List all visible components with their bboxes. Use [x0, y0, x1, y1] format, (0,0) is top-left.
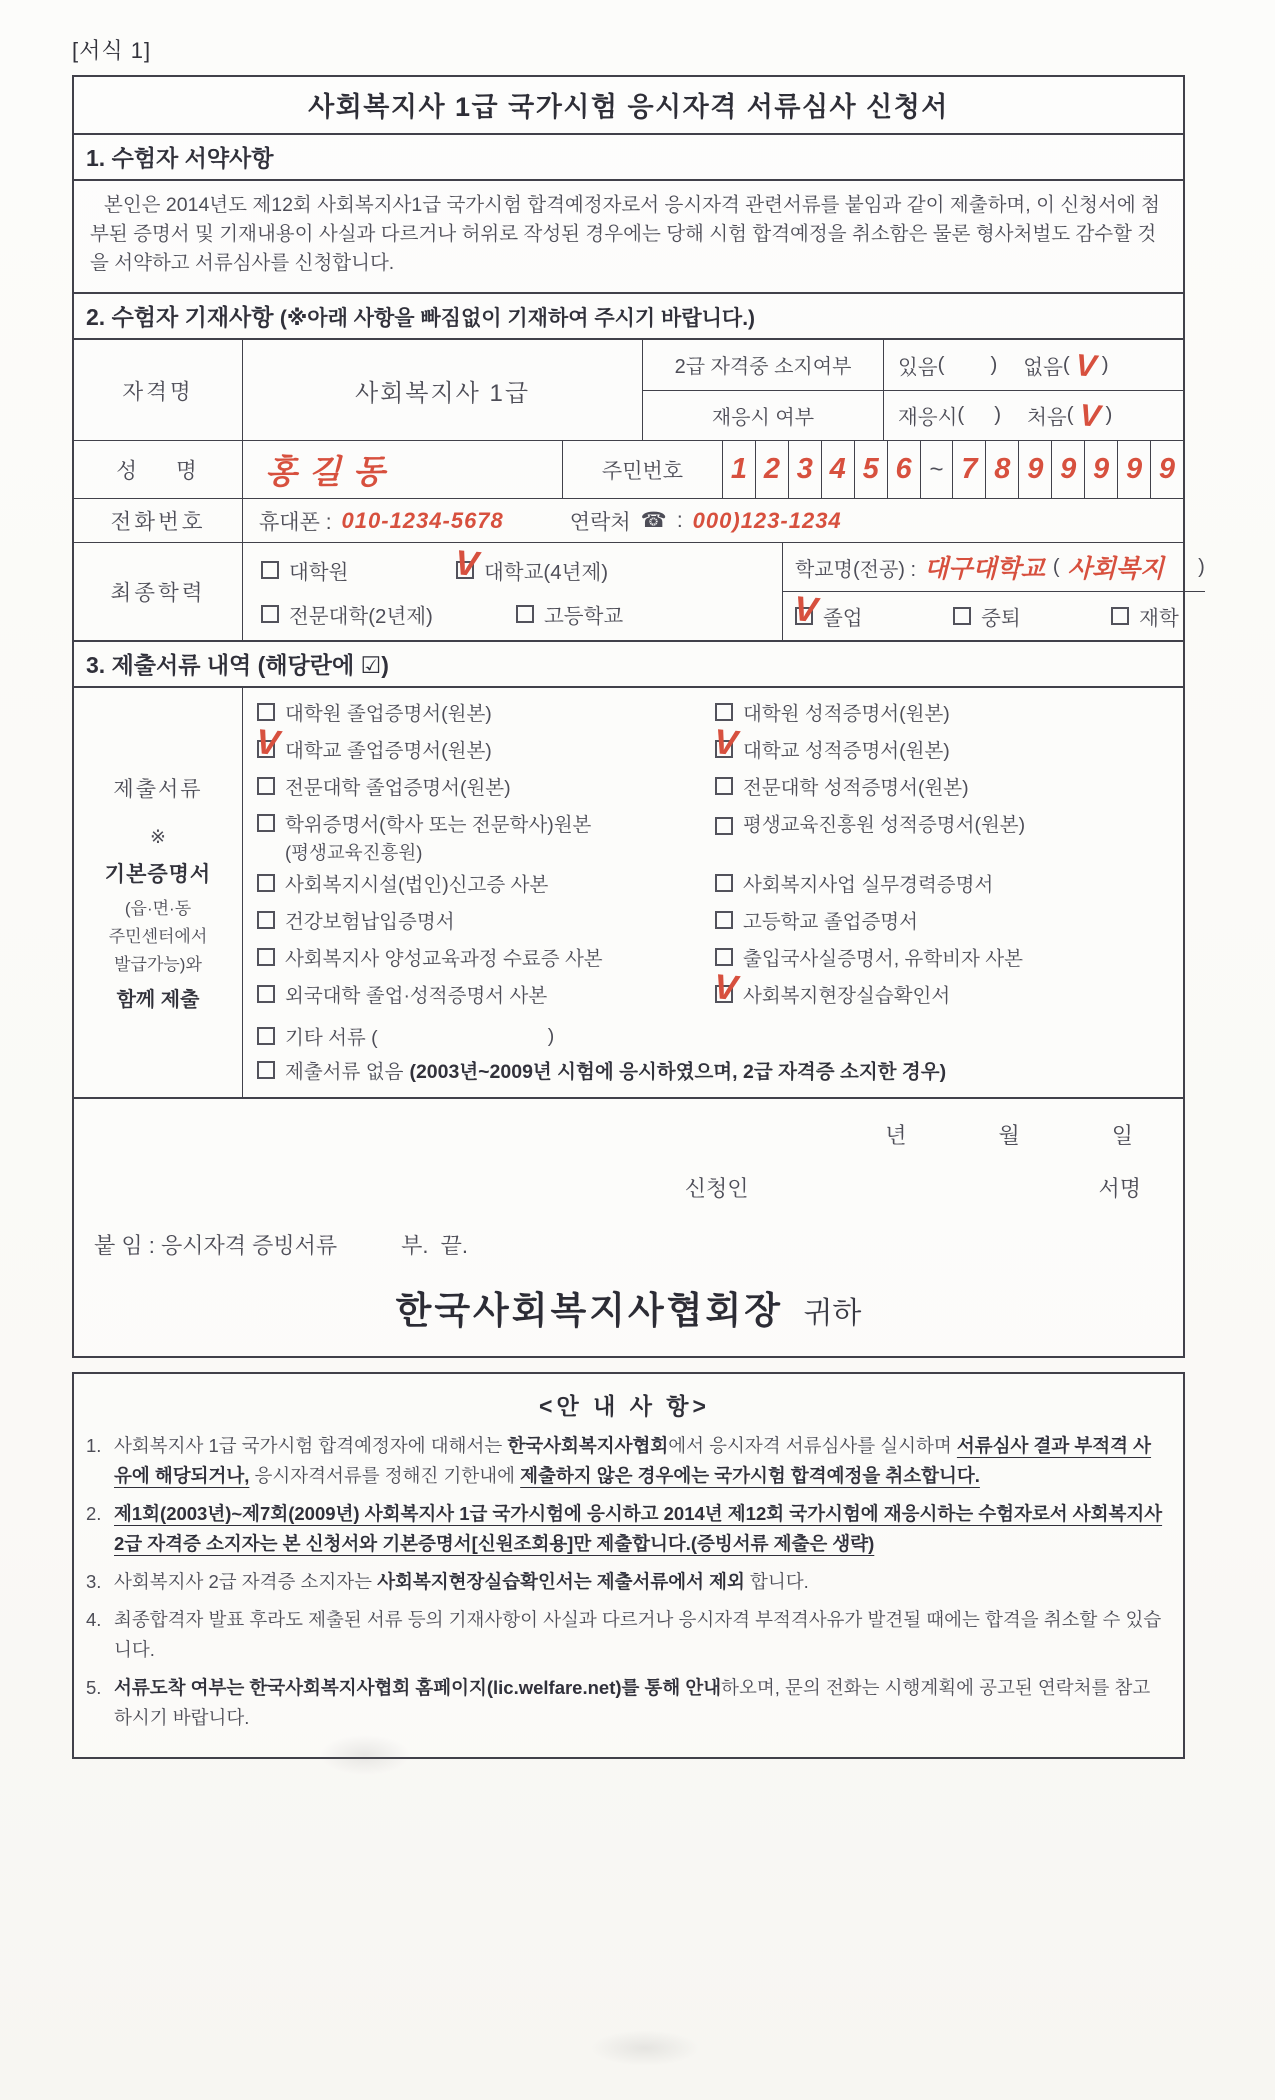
- contact-colon: :: [676, 508, 683, 532]
- rrn-digit-cell[interactable]: [755, 441, 788, 498]
- recipient-name: 한국사회복지사협회장: [395, 1291, 783, 1332]
- rrn-digit-cell[interactable]: [887, 441, 920, 498]
- name-row: [74, 440, 1183, 498]
- checklist-row: [257, 908, 1173, 945]
- doc-item-label: 대학교 성적증명서(원본): [743, 740, 950, 762]
- paren-close: ): [1198, 555, 1205, 578]
- paren-close: ): [1105, 403, 1113, 427]
- doc-item: [712, 722, 1173, 763]
- guidance-item-number: 3.: [86, 1571, 102, 1592]
- paren-open: (: [1062, 352, 1070, 376]
- option-high-school[interactable]: [516, 599, 623, 629]
- option-have-label: 있음: [898, 355, 938, 379]
- mobile-label: 휴대폰 :: [259, 510, 332, 534]
- guidance-item-text: [114, 1673, 1165, 1733]
- doc-item-label: 평생교육진흥원 성적증명서(원본): [743, 814, 1026, 836]
- applicant-line: [74, 1172, 1183, 1203]
- checkbox[interactable]: [257, 911, 275, 929]
- checklist-row: [257, 871, 1173, 908]
- name-handwritten-value: 홍길동: [265, 453, 397, 490]
- contact-label: 연락처: [569, 510, 631, 534]
- name-label: 성 명: [116, 459, 200, 483]
- text-segment: 최종합격자 발표 후라도 제출된 서류 등의 기재사항이 사실과 다르거나 응시자격 부적격사유가 발견될 때에는 합격을 취소할 수 있습니다.: [114, 1609, 1162, 1660]
- check-mark: V: [712, 967, 740, 1008]
- option-college[interactable]: [261, 599, 516, 629]
- check-mark: V: [1074, 347, 1098, 384]
- guidance-item-text: [114, 1499, 1165, 1559]
- paren-open: (: [957, 403, 965, 427]
- text-segment: 합니다.: [744, 1571, 809, 1592]
- option-none[interactable]: [1023, 347, 1109, 384]
- education-label: 최종학력: [110, 581, 206, 605]
- checkbox[interactable]: [261, 605, 279, 623]
- reference-mark: ※: [150, 827, 166, 848]
- rrn-digit: 1: [730, 453, 748, 485]
- guidance-item-text: [114, 1431, 1165, 1491]
- phone-row: [74, 498, 1183, 542]
- doc-item-subtext: (평생교육진흥원): [285, 842, 423, 863]
- rrn-digit: 5: [862, 453, 879, 485]
- checkbox[interactable]: [516, 605, 534, 623]
- checkbox-checked[interactable]: [254, 722, 282, 763]
- doc-item-label: 대학원 졸업증명서(원본): [285, 703, 492, 725]
- education-options-line2: [261, 599, 782, 629]
- guidance-item: [84, 1567, 1165, 1597]
- retake-subrow: [643, 390, 1183, 441]
- side-label-line: 발급가능)와: [114, 955, 202, 974]
- option-label: 대학원: [289, 560, 349, 584]
- guidance-item: [84, 1605, 1165, 1665]
- doc-item-label: 대학원 성적증명서(원본): [743, 703, 950, 725]
- documents-side-label: [74, 688, 242, 1097]
- phone-field[interactable]: [242, 499, 1183, 542]
- guidance-item: [84, 1499, 1165, 1559]
- paren-open: (: [1052, 555, 1060, 578]
- recipient-honorific: 귀하: [803, 1297, 862, 1330]
- text-segment: 서류도착 여부는 한국사회복지사협회 홈페이지(lic.welfare.net)를 통해 안내: [114, 1677, 722, 1698]
- check-mark: V: [453, 542, 481, 584]
- option-label: 대학교(4년제): [484, 560, 609, 584]
- guidance-item-number: 5.: [86, 1677, 102, 1698]
- checkbox-checked[interactable]: [712, 722, 740, 763]
- checkbox[interactable]: [715, 817, 733, 835]
- doc-item: [715, 700, 1173, 726]
- checkbox-checked[interactable]: [792, 589, 820, 630]
- side-label-line: 함께 제출: [116, 989, 200, 1011]
- contact-handwritten-value: 000)123-1234: [692, 507, 842, 533]
- doc-item-label: 사회복지사업 실무경력증명서: [743, 874, 994, 896]
- doc-item: [257, 811, 715, 865]
- option-first-label: 처음: [1027, 406, 1067, 430]
- doc-item: [254, 722, 715, 763]
- option-label: 고등학교: [544, 604, 624, 628]
- doc-item: [715, 945, 1173, 971]
- checklist-row: [257, 774, 1173, 811]
- text-segment: 사회복지사 2급 자격증 소지자는: [114, 1571, 378, 1592]
- side-label-line: (읍·면·동: [124, 899, 192, 918]
- school-info-stack: [782, 543, 1205, 640]
- form-title: 사회복지사 1급 국가시험 응시자격 서류심사 신청서: [308, 92, 949, 122]
- none-item-note: (2003년~2009년 시험에 응시하였으며, 2급 자격증 소지한 경우): [409, 1061, 947, 1083]
- checklist-row: [254, 722, 1173, 774]
- guidance-heading: <안 내 사 항>: [539, 1393, 710, 1419]
- text-segment: 사회복지사 1급 국가시험 합격예정자에 대해서는: [114, 1435, 508, 1456]
- option-retake[interactable]: [898, 400, 1001, 430]
- school-handwritten-value: 대구대학교: [924, 555, 1045, 583]
- doc-item: [715, 908, 1173, 934]
- paren-close: ): [990, 352, 998, 376]
- attachment-tail: 부. 끝.: [401, 1233, 469, 1258]
- doc-item-label: 고등학교 졸업증명서: [743, 911, 918, 933]
- none-item-label: 제출서류 없음: [285, 1061, 404, 1083]
- rrn-digit-cell[interactable]: [1051, 441, 1084, 498]
- checkbox[interactable]: [257, 1027, 275, 1045]
- text-segment: 응시자격서류를 정해진 기한내에: [249, 1465, 521, 1486]
- rrn-digit-cell[interactable]: [722, 441, 755, 498]
- rrn-digit: 9: [1060, 453, 1077, 485]
- checkbox[interactable]: [257, 874, 275, 892]
- qualification-label: 자격명: [122, 379, 194, 404]
- doc-item-label: 전문대학 성적증명서(원본): [743, 777, 969, 799]
- checkbox[interactable]: [261, 561, 279, 579]
- possession-retake-stack: [642, 340, 1183, 440]
- checkbox[interactable]: [715, 777, 733, 795]
- possession-subrow: [643, 340, 1183, 390]
- rrn-digit: 9: [1093, 453, 1110, 485]
- month-label: 월: [998, 1123, 1020, 1148]
- rrn-digit: 4: [829, 453, 846, 485]
- doc-item-label: 사회복지사 양성교육과정 수료증 사본: [285, 948, 603, 970]
- paren-close: ): [1101, 352, 1109, 376]
- tilde-separator: ~: [929, 455, 944, 483]
- option-enrolled[interactable]: [1111, 601, 1179, 631]
- scan-smudge: [320, 1735, 410, 1775]
- rrn-digit: 7: [961, 453, 978, 485]
- doc-item: [715, 811, 1173, 837]
- paren-open: (: [1066, 403, 1074, 427]
- date-line: [74, 1119, 1183, 1150]
- section2-heading: [74, 292, 1183, 338]
- checkbox[interactable]: [1111, 607, 1129, 625]
- signature-label[interactable]: 서명: [1098, 1176, 1141, 1201]
- checkbox-checked[interactable]: [453, 542, 481, 584]
- doc-item: [257, 774, 715, 800]
- doc-item-label: 대학교 졸업증명서(원본): [285, 740, 492, 762]
- etc-item-label: 기타 서류 (: [285, 1027, 378, 1049]
- option-graduated[interactable]: [792, 589, 863, 631]
- possession-options: [883, 340, 1183, 390]
- guidance-item-number: 2.: [86, 1503, 102, 1524]
- doc-item-label: 전문대학 졸업증명서(원본): [285, 777, 511, 799]
- section1-heading: 1. 수험자 서약사항: [74, 133, 1183, 179]
- check-mark: V: [254, 722, 282, 763]
- checkbox[interactable]: [257, 814, 275, 832]
- checkbox[interactable]: [715, 703, 733, 721]
- rrn-digit-cell[interactable]: [788, 441, 821, 498]
- doc-item: [715, 774, 1173, 800]
- day-label: 일: [1111, 1123, 1133, 1148]
- school-field[interactable]: [795, 549, 1205, 585]
- retake-label: 재응시 여부: [711, 406, 815, 429]
- mobile-handwritten-value: 010-1234-5678: [341, 507, 504, 533]
- doc-item: [257, 871, 715, 897]
- option-university[interactable]: [453, 542, 609, 585]
- rrn-digit: 9: [1158, 453, 1176, 485]
- doc-item-label: 외국대학 졸업·성적증명서 사본: [285, 985, 548, 1007]
- text-segment: 서류심사 결과 부적격 사유에 해당되거나,: [114, 1435, 1152, 1486]
- rrn-digit-cell[interactable]: [854, 441, 887, 498]
- option-label: 전문대학(2년제): [289, 604, 433, 628]
- major-handwritten-value: 사회복지: [1067, 555, 1165, 583]
- doc-item-label: 사회복지시설(법인)신고증 사본: [285, 874, 549, 896]
- check-mark: V: [792, 589, 820, 630]
- rrn-digit-cell[interactable]: [1150, 441, 1183, 498]
- doc-item: [257, 908, 715, 934]
- year-label: 년: [885, 1123, 907, 1148]
- scan-smudge: [590, 2030, 700, 2066]
- checkbox[interactable]: [257, 948, 275, 966]
- option-label: 재학: [1139, 607, 1179, 630]
- doc-item: [257, 945, 715, 971]
- documents-section: [74, 686, 1183, 1097]
- checkbox[interactable]: [715, 948, 733, 966]
- text-segment: 제출하지 않은 경우에는 국가시험 합격예정을 취소합니다.: [520, 1465, 980, 1486]
- guidance-item: [84, 1673, 1165, 1733]
- rrn-digit-cell[interactable]: [1117, 441, 1150, 498]
- rrn-digit-cell[interactable]: [821, 441, 854, 498]
- checkbox[interactable]: [257, 777, 275, 795]
- section2-heading-main: 2. 수험자 기재사항: [86, 304, 274, 330]
- checkbox-checked[interactable]: [712, 967, 740, 1008]
- pledge-text: 본인은 2014년도 제12회 사회복지사1급 국가시험 합격예정자로서 응시자격 관련서류를 붙임과 같이 제출하며, 이 신청서에 첨부된 증명서 및 기재내용이 사실과 다르거나 허위로 작성된 경우에는 당해 시험 합격예정을 취소함은 물론 형사처벌도 감수할 것을 서약하고 서류심사를 신청합니다.: [74, 179, 1183, 292]
- side-label-line: 기본증명서: [104, 863, 212, 886]
- rrn-separator-cell: [920, 441, 953, 498]
- retake-options: [883, 391, 1183, 441]
- text-segment: 제1회(2003년)~제7회(2009년) 사회복지사 1급 국가시험에 응시하고 2014년 제12회 국가시험에 재응시하는 수험자로서 사회복지사 2급 자격증 소지자는 본 신청서와 기본증명서[신원조회용]만 제출합니다.(증빙서류 제출은 생략): [114, 1503, 1163, 1554]
- etc-documents-row: [257, 1019, 1173, 1053]
- applicant-label: 신청인: [684, 1176, 749, 1201]
- text-segment: 한국사회복지사협회: [507, 1435, 669, 1456]
- guidance-item-text: [114, 1605, 1165, 1665]
- rrn-label: 주민번호: [562, 441, 722, 498]
- qualification-row: [74, 340, 1183, 440]
- documents-checklist: [242, 688, 1183, 1097]
- qualification-value: 사회복지사 1급: [242, 340, 642, 440]
- guidance-box: [72, 1372, 1185, 1759]
- doc-item-label: 사회복지현장실습확인서: [743, 985, 951, 1007]
- checkbox[interactable]: [715, 874, 733, 892]
- option-dropout[interactable]: [953, 601, 1021, 631]
- rrn-digit: 9: [1125, 453, 1143, 485]
- checkbox[interactable]: [257, 985, 275, 1003]
- section2-heading-note: (※아래 사항을 빠짐없이 기재하여 주시기 바랍니다.): [279, 307, 756, 330]
- form-number-tag: [서식 1]: [72, 38, 152, 63]
- text-segment: 하오며, 문의 전화는 시행계획에 공고된 연락처를 참고하시기 바랍니다.: [114, 1677, 1151, 1728]
- guidance-item-number: 1.: [86, 1435, 102, 1456]
- rrn-digit: 8: [994, 453, 1011, 485]
- check-mark: V: [712, 722, 740, 763]
- school-name-subrow: [783, 543, 1205, 591]
- guidance-item-number: 4.: [86, 1609, 102, 1630]
- option-grad-school[interactable]: [261, 555, 456, 585]
- doc-item: [257, 700, 715, 726]
- checkbox[interactable]: [257, 703, 275, 721]
- check-mark: V: [1078, 397, 1102, 434]
- checklist-row: [257, 811, 1173, 871]
- phone-label: 전화번호: [110, 510, 206, 534]
- option-retake-label: 재응시: [898, 406, 958, 430]
- recipient-line: [74, 1280, 1183, 1334]
- doc-item-label: [285, 813, 591, 865]
- rrn-digit-cell[interactable]: [1018, 441, 1051, 498]
- rrn-digit-cells: [722, 441, 1183, 498]
- signature-area: [74, 1097, 1183, 1356]
- attachment-label: 붙 임 : 응시자격 증빙서류: [94, 1233, 338, 1258]
- status-options: [792, 589, 1205, 631]
- school-status-subrow: [783, 591, 1205, 640]
- rrn-digit: 9: [1027, 453, 1044, 485]
- education-options: [242, 543, 782, 640]
- option-none-label: 없음: [1023, 355, 1063, 379]
- school-label: 학교명(전공) :: [795, 558, 917, 581]
- checklist-row: [257, 967, 1173, 1019]
- section3-heading: 3. 제출서류 내역 (해당란에 ☑): [74, 640, 1183, 686]
- side-label-line: 주민센터에서: [108, 927, 208, 946]
- possession-label: 2급 자격중 소지여부: [674, 356, 852, 379]
- paren-close: ): [994, 403, 1002, 427]
- rrn-digit: 6: [895, 453, 912, 485]
- guidance-item: [84, 1431, 1165, 1491]
- doc-item: [712, 967, 1173, 1008]
- applicant-info-table: [74, 338, 1205, 640]
- option-label: 졸업: [823, 607, 863, 630]
- rrn-digit-cell[interactable]: [952, 441, 985, 498]
- text-segment: 에서 응시자격 서류심사를 실시하며: [668, 1435, 957, 1456]
- guidance-item-text: [114, 1567, 1165, 1597]
- attachment-line: [74, 1229, 1183, 1260]
- doc-item-label: 출입국사실증명서, 유학비자 사본: [743, 948, 1023, 970]
- rrn-digit-cell[interactable]: [1084, 441, 1117, 498]
- checkbox[interactable]: [953, 607, 971, 625]
- education-options-line1: [261, 542, 782, 585]
- form-content: [72, 34, 1205, 1759]
- rrn-digit: 3: [796, 453, 813, 485]
- doc-item-label: 건강보험납입증명서: [285, 911, 455, 933]
- option-have[interactable]: [898, 350, 997, 380]
- side-label-line: 제출서류: [113, 778, 203, 801]
- rrn-digit: 2: [763, 453, 780, 485]
- text-segment: 사회복지현장실습확인서는 제출서류에서 제외: [377, 1571, 745, 1592]
- rrn-digit-cell[interactable]: [985, 441, 1018, 498]
- paren-close: ): [547, 1024, 555, 1047]
- application-form: [72, 75, 1205, 1358]
- checkbox[interactable]: [257, 1061, 275, 1079]
- checkbox[interactable]: [715, 911, 733, 929]
- option-first-time[interactable]: [1027, 397, 1113, 434]
- doc-item: [257, 982, 715, 1008]
- telephone-icon: ☎: [640, 509, 667, 532]
- paren-open: (: [937, 352, 945, 376]
- education-row: [74, 542, 1205, 640]
- doc-item: [715, 871, 1173, 897]
- doc-item-text: 학위증명서(학사 또는 전문학사)원본: [285, 814, 592, 836]
- name-field[interactable]: [242, 441, 562, 498]
- no-documents-row: [257, 1053, 1173, 1087]
- option-label: 중퇴: [981, 607, 1021, 630]
